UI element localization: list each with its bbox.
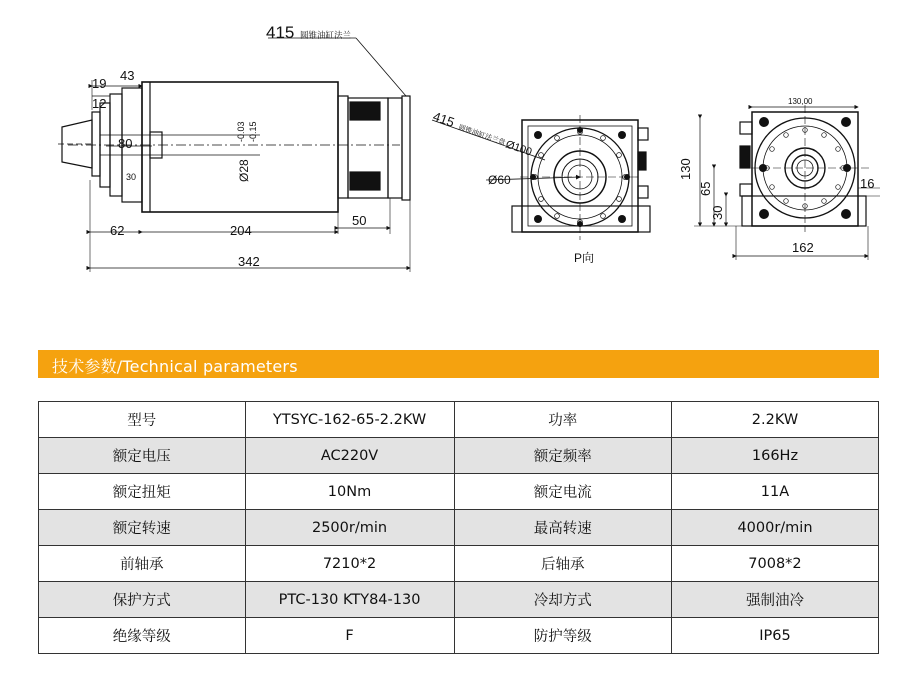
dim-bore-tol-bot: -0.15 (248, 121, 258, 142)
param-label: 最高转速 (454, 510, 671, 546)
param-value: 强制油冷 (671, 582, 878, 618)
front-note: 圆锥油缸法兰盘 (457, 124, 506, 147)
param-label: 前轴承 (39, 546, 246, 582)
table-row (39, 402, 879, 438)
dim-bore: Ø28 (237, 159, 251, 182)
section-title: 技术参数/Technical parameters (52, 357, 298, 376)
param-label: 额定电压 (39, 438, 246, 474)
dim-80: 80 (118, 136, 133, 151)
param-label: 保护方式 (39, 582, 246, 618)
param-label: 防护等级 (454, 618, 671, 654)
param-label: 型号 (39, 402, 246, 438)
front-d60: Ø60 (488, 173, 511, 187)
end-view-drawing (694, 105, 880, 260)
dim-left-a: 12 (92, 96, 107, 111)
technical-drawings (0, 0, 900, 300)
end-width-top: 130,00 (788, 97, 813, 106)
dim-total: 342 (238, 254, 260, 269)
dim-top-a: 19 (92, 76, 107, 91)
table-row (39, 546, 879, 582)
param-value: YTSYC-162-65-2.2KW (245, 402, 454, 438)
param-value: IP65 (671, 618, 878, 654)
param-value: 11A (671, 474, 878, 510)
param-value: F (245, 618, 454, 654)
param-label: 后轴承 (454, 546, 671, 582)
table-row (39, 474, 879, 510)
end-h65: 65 (698, 181, 713, 196)
dim-62: 62 (110, 223, 125, 238)
end-r16: 16 (860, 176, 875, 191)
param-label: 额定转速 (39, 510, 246, 546)
front-caption: P向 (574, 251, 595, 265)
end-height: 130 (678, 158, 693, 180)
end-h30: 30 (710, 205, 725, 220)
param-label: 功率 (454, 402, 671, 438)
dim-top-b: 43 (120, 68, 135, 83)
table-row (39, 438, 879, 474)
side-flange-label: 415 (266, 23, 295, 42)
end-width-bottom: 162 (792, 240, 814, 255)
param-value: PTC-130 KTY84-130 (245, 582, 454, 618)
param-value: 2.2KW (671, 402, 878, 438)
param-label: 额定电流 (454, 474, 671, 510)
dim-30: 30 (126, 172, 137, 182)
param-value: 10Nm (245, 474, 454, 510)
dim-204: 204 (230, 223, 252, 238)
table-row (39, 618, 879, 654)
dim-50: 50 (352, 213, 367, 228)
parameters-table (38, 401, 879, 654)
param-label: 冷却方式 (454, 582, 671, 618)
param-value: 166Hz (671, 438, 878, 474)
dim-bore-tol-top: -0.03 (236, 121, 246, 142)
side-flange-note: 圆锥油缸法兰 (300, 30, 352, 40)
param-value: 7210*2 (245, 546, 454, 582)
front-label: 415 (431, 108, 457, 130)
param-label: 绝缘等级 (39, 618, 246, 654)
param-value: 2500r/min (245, 510, 454, 546)
param-label: 额定扭矩 (39, 474, 246, 510)
table-row (39, 582, 879, 618)
param-label: 额定频率 (454, 438, 671, 474)
table-row (39, 510, 879, 546)
param-value: 7008*2 (671, 546, 878, 582)
section-banner (38, 350, 879, 378)
param-value: 4000r/min (671, 510, 878, 546)
param-value: AC220V (245, 438, 454, 474)
front-view-drawing (432, 115, 650, 240)
front-d100: Ø100 (504, 138, 534, 159)
